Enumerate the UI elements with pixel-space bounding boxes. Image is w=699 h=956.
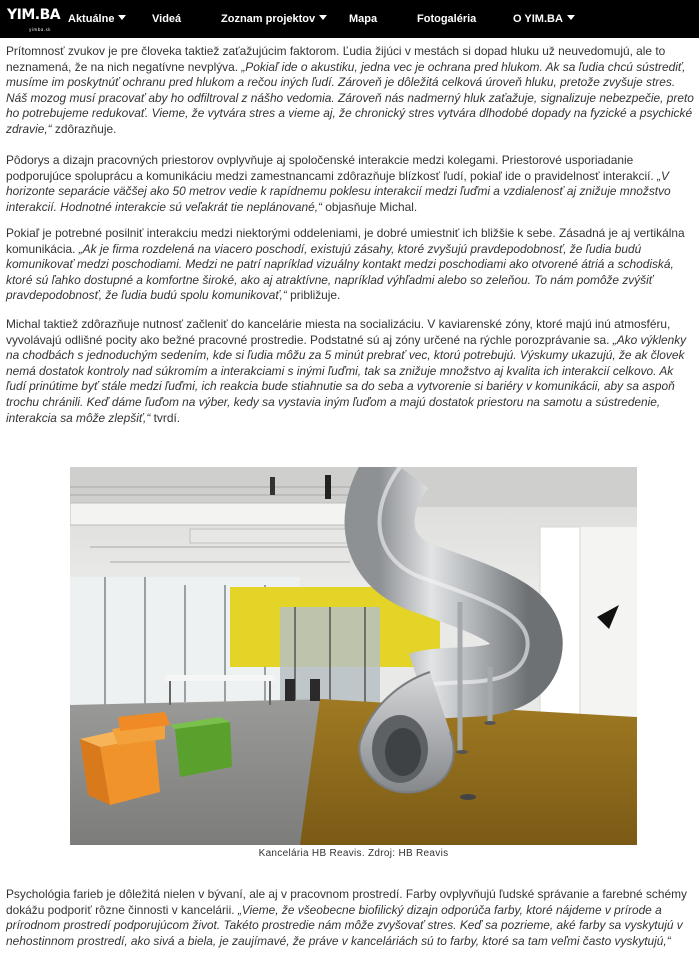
paragraph-text: Pokiaľ je potrebné posilniť interakciu medzi niektorými oddeleniami, je dobré umiestniť ich bližšie k sebe. Zásadná je aj vertikálna komunikácia. — [6, 226, 685, 256]
nav-item-mapa[interactable] — [349, 0, 377, 38]
office-slide-illustration — [70, 467, 637, 845]
nav-item-label: Videá — [152, 13, 182, 25]
photo-caption: Kancelária HB Reavis. Zdroj: HB Reavis — [258, 848, 449, 859]
nav-item-label: Zoznam projektov — [221, 13, 316, 25]
article-paragraph — [6, 317, 694, 426]
nav-item-label: Mapa — [349, 13, 378, 25]
paragraph-text: Psychológia farieb je dôležitá nielen v bývaní, ale aj v pracovnom prostredí. Farby ovplyvňujú ľudské správanie a farebné schémy dokážu podporiť rôzne činnosti v kancelárii. — [6, 887, 687, 917]
paragraph-text: Michal taktiež zdôrazňuje nutnosť začleniť do kancelárie miesta na socializáciu. V kaviarenské zóny, ktoré majú inú atmosféru, vyvolávajú odlišné pocity ako bežné pracovné prostredie. Podstatné sú aj zóny určené na rýchle porozprávanie sa. — [6, 317, 671, 347]
nav-item-label: O YIM.BA — [513, 13, 563, 25]
logo-text: YIM.BA — [7, 7, 61, 23]
office-photo[interactable] — [70, 467, 637, 845]
nav-item-label: Aktuálne — [68, 13, 115, 25]
chevron-down-icon — [319, 15, 327, 20]
article-paragraph — [6, 153, 694, 215]
quote-text: „Ak je firma rozdelená na viacero poschodí, existujú zásahy, ktoré zvyšujú pravdepodobnosť, že ľudia budú komunikovať medzi poschodiami. Medzi ne patrí napríklad vizuálny kontakt medzi poschodiami ako otvorené átriá a schodiská, ktoré sú ľahko dostupné a komfortne široké, ako aj atraktívne, napríklad výhľadmi alebo so zeleňou. To nám pomôže zvýšiť pravdepodobnosť, že ľudia budú spolu komunikovať,“ — [6, 241, 674, 303]
site-logo[interactable] — [7, 7, 61, 32]
quote-text: „V horizonte separácie väčšej ako 50 metrov vedie k rapídnemu poklesu interakcií medzi ľuďmi a vzdialenosť aj znižuje množstvo interakcií. Hodnotné interakcie sú veľakrát tie neplánované,“ — [6, 168, 671, 214]
nav-item-videa[interactable] — [152, 0, 181, 38]
nav-item-o-yimba[interactable] — [513, 0, 575, 38]
logo-subtext: yimba.sk — [28, 27, 51, 32]
paragraph-text: Pôdorys a dizajn pracovných priestorov ovplyvňuje aj spoločenské interakcie medzi kolegami. Priestorové usporiadanie podporujúce spoluprácu a komunikáciu medzi zamestnancami zdôrazňuje blízkosť ľudí, pokiaľ ide o pravidelnosť interakcií. — [6, 153, 658, 183]
nav-item-label: Fotogaléria — [417, 13, 477, 25]
article-paragraph — [6, 887, 694, 949]
paragraph-text: približuje. — [286, 288, 341, 303]
chevron-down-icon — [567, 15, 575, 20]
paragraph-text: objasňuje Michal. — [322, 199, 418, 214]
quote-text: „Pokiaľ ide o akustiku, jedna vec je ochrana pred hlukom. Ak sa ľudia chcú sústrediť, musíme im poskytnúť ochranu pred hlukom a rečou iných ľudí. Zároveň je dôležitá celková úroveň hluku, pretože zvyšuje stres. Náš mozog musí pracovať aby ho odfiltroval z nášho vedomia. Zároveň nás nadmerný hluk zaťažuje, signalizuje nebezpečie, preto ho potrebujeme redukovať. Vieme, že vytvára stres a vieme aj, že chronický stres vytvára dlhodobé dopady na fyzické a psychické zdravie,“ — [6, 59, 694, 136]
article-paragraph — [6, 44, 694, 138]
chevron-down-icon — [118, 15, 126, 20]
article-paragraph — [6, 226, 694, 304]
paragraph-text: Prítomnosť zvukov je pre človeka taktiež zaťažujúcim faktorom. Ľudia žijúci v mestách si dopad hluku už neuvedomujú, ale to neznamená, že na nich negatívne nevplýva. — [6, 44, 666, 74]
quote-text: „Ako výklenky na chodbách s jednoduchým sedením, kde si ľudia môžu za 5 minút prebrať vec, ktorú potrebujú. Výskumy ukazujú, že ak človek nemá dostatok kontroly nad súkromím a interakciami s inými ľuďmi, tak sa znižuje množstvo aj kvalita ich interakcií celkovo. Ak ľudí prinútime byť stále medzi ľuďmi, ich reakcia bude stiahnutie sa do seba a vytvorenie si bariéry v komunikácii, aby sa aspoň trochu chránili. Keď dáme ľuďom na výber, kedy sa vystavia iným ľuďom a majú dostatok priestoru na samotu a sústredenie, interakcia sa môže zlepšiť,“ — [6, 332, 687, 425]
nav-item-zoznam-projektov[interactable] — [221, 0, 327, 38]
nav-item-fotogaleria[interactable] — [417, 0, 476, 38]
nav-item-aktualne[interactable] — [68, 0, 126, 38]
quote-text: „Vieme, že všeobecne biofilický dizajn odporúča farby, ktoré nájdeme v prírode a prírodnom prostredí podporujúcom život. Takéto prostredie nám môže zvyšovať stres. Keď sa pozrieme, aké farby sa vyskytujú v nehostinnom prostredí, ako sivá a biela, je zaujímavé, že práve v kanceláriách sú to farby, ktoré sa tam veľmi často vyskytujú,“ — [6, 902, 683, 948]
paragraph-text: tvrdí. — [150, 410, 181, 425]
paragraph-text: zdôrazňuje. — [51, 121, 117, 136]
top-navbar — [0, 0, 699, 38]
